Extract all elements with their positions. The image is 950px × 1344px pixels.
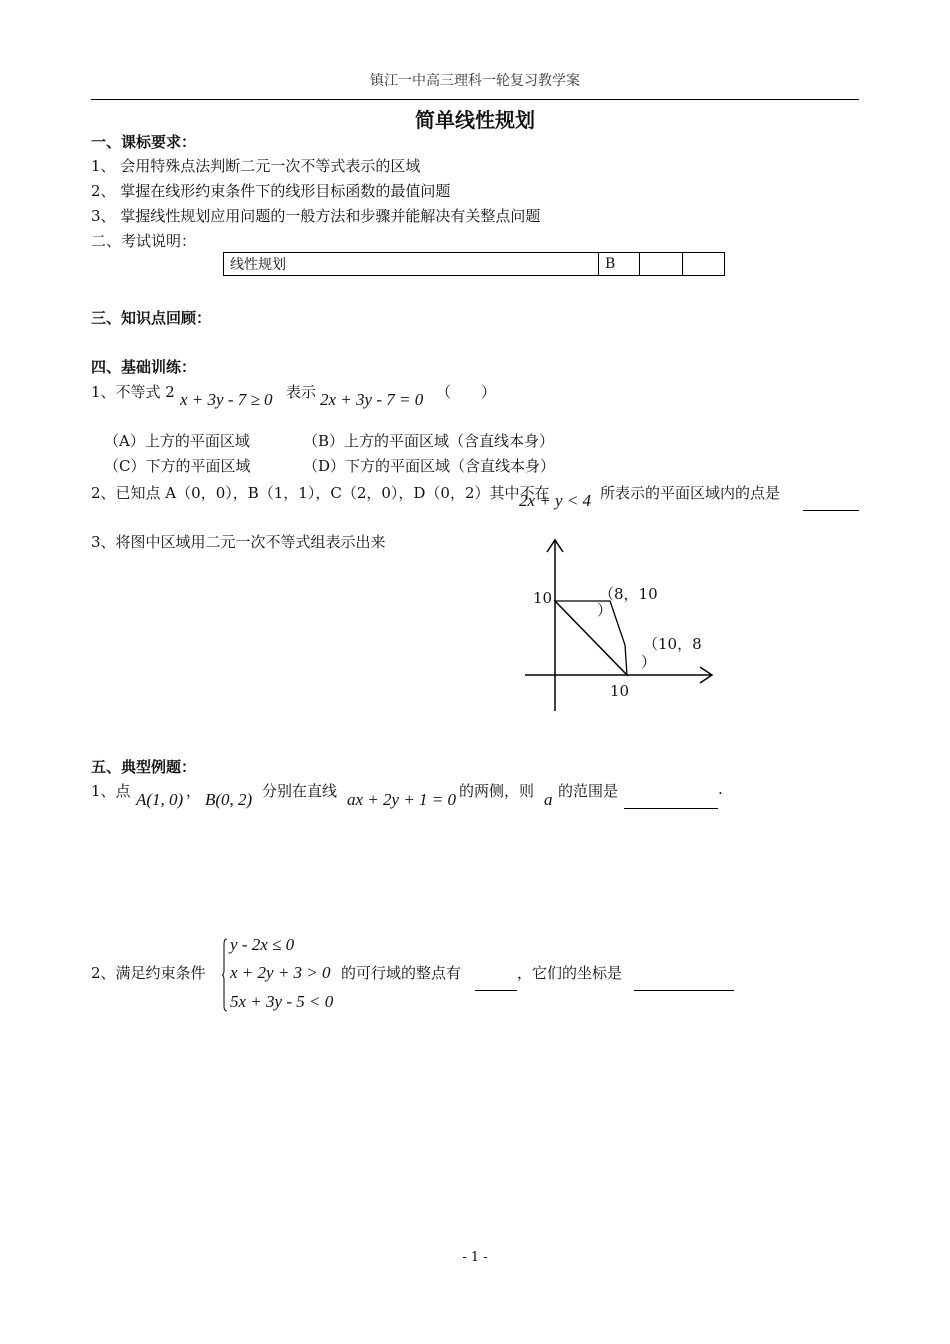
exam-level-cell: B	[599, 253, 640, 276]
section3-heading: 三、知识点回顾：	[91, 309, 212, 327]
page-header: 镇江一中高三理科一轮复习教学案	[370, 73, 580, 89]
exam-empty-cell-1	[640, 253, 683, 276]
s4-q1-prefix: 1、不等式 2	[91, 383, 175, 401]
fig-point2-label: （10，8	[643, 635, 702, 653]
s4-q1-paren: （ ）	[436, 383, 497, 401]
s5-q1-suffix: 的范围是	[558, 782, 619, 800]
page-title: 简单线性规划	[415, 108, 535, 132]
constraint-brace-icon	[222, 938, 228, 1012]
s5-q1-mid2: 的两侧，则	[459, 782, 535, 800]
fig-point2-close: ）	[641, 653, 657, 671]
s5-q2-mid2: ，它们的坐标是	[517, 964, 623, 982]
region-diagonal	[555, 601, 627, 675]
s5-q2-constraint-2: x + 2y + 3 > 0	[230, 963, 331, 982]
s5-q2-prefix: 2、满足约束条件	[91, 964, 206, 982]
s4-q1-mid: 表示	[286, 383, 317, 401]
s4-q2-text: 2、已知点 A（0，0），B（1，1），C（2，0），D（0，2）其中不在	[91, 484, 550, 502]
section1-heading: 一、课标要求：	[91, 133, 197, 151]
s5-q1-answer-blank	[624, 794, 718, 813]
s5-q1-prefix: 1、点	[91, 782, 131, 800]
exam-table	[223, 252, 725, 276]
s5-q2-mid: 的可行域的整点有	[341, 964, 462, 982]
s5-q1-line: ax + 2y + 1 = 0	[347, 790, 457, 809]
s5-q1-comma: ，	[186, 782, 202, 800]
sec1-item-2: 2、 掌握在线形约束条件下的线形目标函数的最值问题	[91, 182, 451, 200]
s5-q1-end: .	[718, 780, 723, 798]
exam-table-row	[224, 253, 725, 276]
exam-topic-cell: 线性规划	[224, 253, 599, 276]
s5-q1-param-a: a	[544, 790, 553, 809]
fig-point1-label: （8，10	[599, 585, 658, 603]
s4-q2-inequality: 2x + y < 4	[519, 491, 592, 510]
header-rule	[91, 99, 859, 100]
s4-q1-option-b: （B）上方的平面区域（含直线本身）	[303, 432, 555, 450]
sec1-item-1: 1、 会用特殊点法判断二元一次不等式表示的区域	[91, 157, 421, 175]
section4-heading: 四、基础训练：	[91, 358, 197, 376]
s5-q1-point-b: B(0, 2)	[205, 790, 253, 809]
s5-q2-constraint-1: y - 2x ≤ 0	[230, 935, 295, 954]
page-number: - 1 -	[462, 1250, 488, 1265]
s4-q1-option-d: （D）下方的平面区域（含直线本身）	[303, 457, 556, 475]
s4-q2-answer-blank	[803, 496, 859, 515]
s5-q2-coords-blank	[634, 976, 734, 995]
s4-q3-text: 3、将图中区域用二元一次不等式组表示出来	[91, 533, 386, 551]
section2-heading: 二、考试说明：	[91, 232, 197, 250]
s5-q2-constraint-3: 5x + 3y - 5 < 0	[230, 992, 334, 1011]
s5-q2-count-blank	[475, 976, 517, 995]
s4-q1-line: 2x + 3y - 7 = 0	[320, 390, 424, 409]
s4-q1-option-c: （C）下方的平面区域	[104, 457, 251, 475]
fig-label-x10: 10	[610, 682, 630, 700]
exam-empty-cell-2	[683, 253, 725, 276]
s5-q1-point-a: A(1, 0)	[136, 790, 184, 809]
s5-q1-mid: 分别在直线	[262, 782, 338, 800]
s4-q1-option-a: （A）上方的平面区域	[104, 432, 250, 450]
s4-q1-inequality: x + 3y - 7 ≥ 0	[180, 390, 273, 409]
s4-q2-suffix: 所表示的平面区域内的点是	[600, 484, 781, 502]
fig-label-y10: 10	[533, 589, 553, 607]
fig-point1-close: ）	[597, 601, 613, 619]
section5-heading: 五、典型例题：	[91, 758, 197, 776]
sec1-item-3: 3、 掌握线性规划应用问题的一般方法和步骤并能解决有关整点问题	[91, 207, 541, 225]
